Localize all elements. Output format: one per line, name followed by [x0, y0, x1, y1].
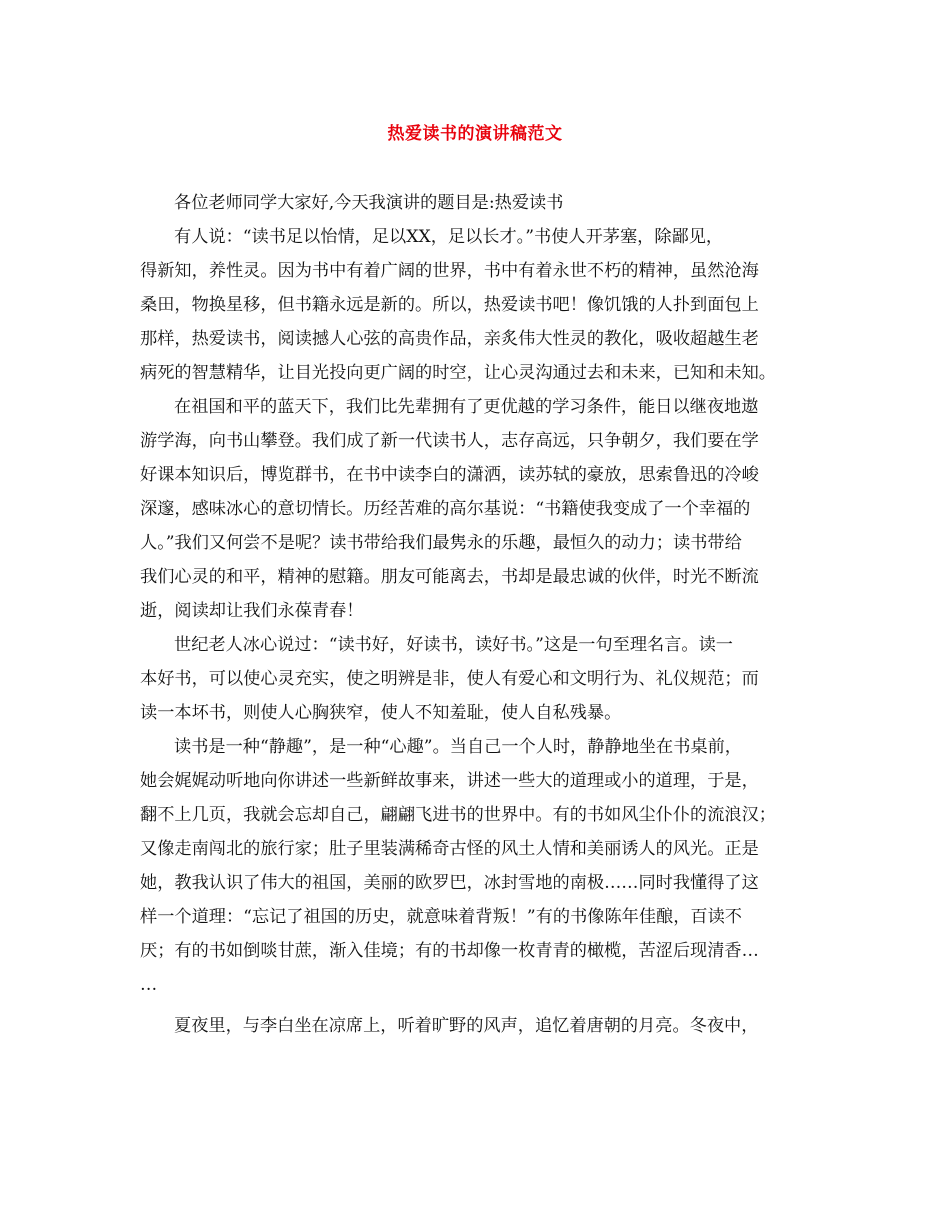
- document-body: [140, 186, 826, 1050]
- text-line: 读一本坏书，则使人心胸狭窄，使人不知羞耻，使人自私残暴。: [140, 703, 622, 723]
- text-line: 桑田，物换星移，但书籍永远是新的。所以，热爱读书吧！像饥饿的人扑到面包上: [140, 295, 759, 315]
- text-line: 在祖国和平的蓝天下，我们比先辈拥有了更优越的学习条件，能日以继夜地遨: [174, 397, 759, 417]
- text-line: 各位老师同学大家好,今天我演讲的题目是:热爱读书: [174, 193, 564, 213]
- text-line: 世纪老人冰心说过：“读书好，好读书，读好书。”这是一句至理名言。读一: [174, 635, 733, 655]
- text-line: 人。”我们又何尝不是呢？读书带给我们最隽永的乐趣，最恒久的动力；读书带给: [140, 533, 742, 553]
- document-title: 热爱读书的演讲稿范文: [387, 124, 563, 144]
- text-line: 读书是一种“静趣”，是一种“心趣”。当自己一个人时，静静地坐在书桌前，: [174, 737, 742, 757]
- text-line: …: [140, 975, 158, 995]
- text-line: 好课本知识后，博览群书，在书中读李白的潇洒，读苏轼的豪放，思索鲁迅的冷峻: [140, 465, 759, 485]
- text-line: 那样，热爱读书，阅读撼人心弦的高贵作品，亲炙伟大性灵的教化，吸收超越生老: [140, 329, 759, 349]
- text-line: 游学海，向书山攀登。我们成了新一代读书人，志存高远，只争朝夕，我们要在学: [140, 431, 759, 451]
- text-line: 得新知，养性灵。因为书中有着广阔的世界，书中有着永世不朽的精神，虽然沧海: [140, 261, 759, 281]
- text-line: 她会娓娓动听地向你讲述一些新鲜故事来，讲述一些大的道理或小的道理，于是，: [140, 771, 759, 791]
- text-line: 又像走南闯北的旅行家；肚子里装满稀奇古怪的风土人情和美丽诱人的风光。正是: [140, 839, 759, 859]
- text-line: 夏夜里，与李白坐在凉席上，听着旷野的风声，追忆着唐朝的月亮。冬夜中，: [174, 1016, 759, 1036]
- text-line: 深邃，感味冰心的意切情长。历经苦难的高尔基说：“书籍使我变成了一个幸福的: [140, 499, 751, 519]
- text-line: 本好书，可以使心灵充实，使之明辨是非，使人有爱心和文明行为、礼仪规范；而: [140, 669, 759, 689]
- text-line: 厌；有的书如倒啖甘蔗，渐入佳境；有的书却像一枚青青的橄榄，苦涩后现清香…: [140, 941, 759, 961]
- text-line: 她，教我认识了伟大的祖国，美丽的欧罗巴，冰封雪地的南极……同时我懂得了这: [140, 873, 759, 893]
- text-line: 我们心灵的和平，精神的慰籍。朋友可能离去，书却是最忠诚的伙伴，时光不断流: [140, 567, 759, 587]
- text-line: 病死的智慧精华，让目光投向更广阔的时空，让心灵沟通过去和未来，已知和未知。: [140, 363, 776, 383]
- text-line: 翻不上几页，我就会忘却自己，翩翩飞进书的世界中。有的书如风尘仆仆的流浪汉；: [140, 805, 776, 825]
- text-line: 有人说：“读书足以怡情，足以XX，足以长才。”书使人开茅塞，除鄙见，: [174, 227, 724, 247]
- text-line: 样一个道理：“忘记了祖国的历史，就意味着背叛！”有的书像陈年佳酿，百读不: [140, 907, 742, 927]
- text-line: 逝，阅读却让我们永葆青春！: [140, 601, 364, 621]
